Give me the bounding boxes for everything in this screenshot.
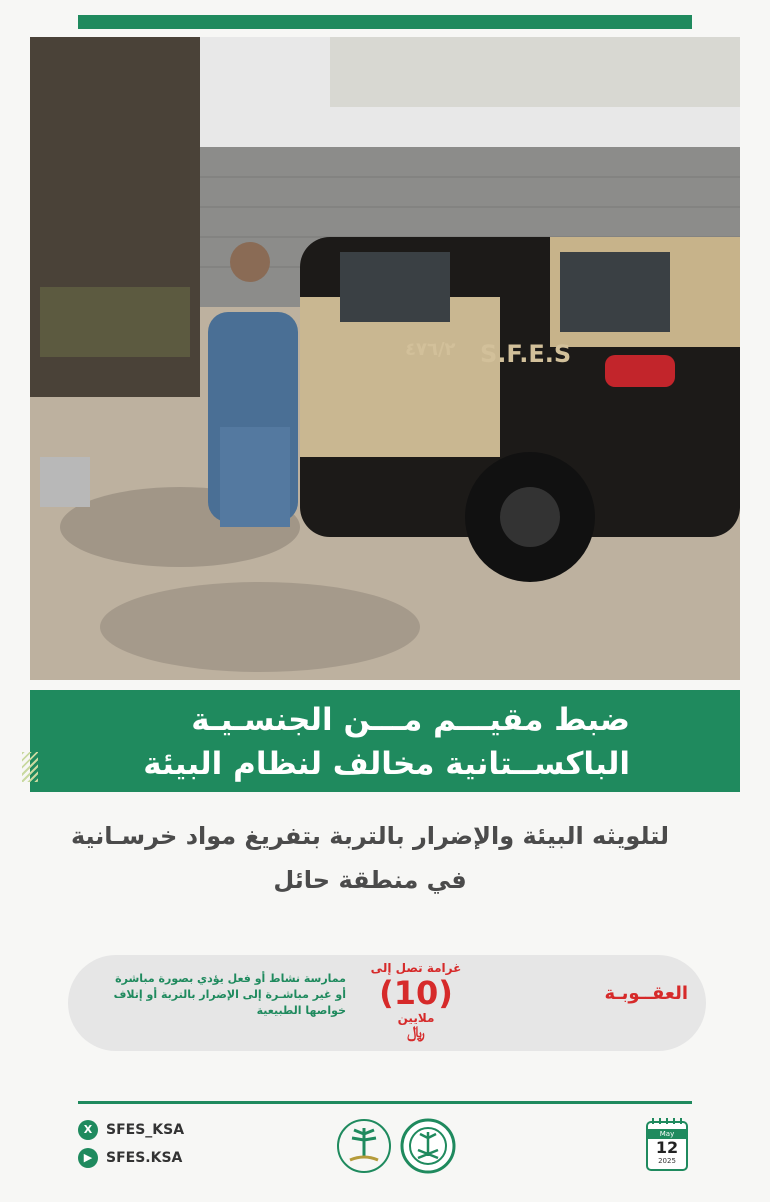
subtitle [40, 814, 700, 902]
vehicle-sfes-text: S.F.E.S [480, 340, 572, 368]
palm-emblem-icon [336, 1118, 392, 1174]
fine-unit: ملايين [397, 1011, 435, 1025]
top-accent-bar [78, 15, 692, 29]
ministry-emblem-icon [400, 1118, 456, 1174]
youtube-icon: ▶ [78, 1148, 98, 1168]
riyal-currency-icon: ﷼ [407, 1022, 425, 1041]
penalty-description [78, 971, 346, 1019]
fine-amount-block [356, 961, 476, 1039]
penalty-label: العقــوبـة [604, 983, 688, 1004]
news-photo [30, 37, 740, 680]
fine-prefix: غرامة تصل إلى [370, 961, 462, 975]
penalty-box [68, 955, 706, 1051]
date-day: 12 [655, 1138, 679, 1157]
fine-amount: (10) [379, 974, 453, 1012]
penalty-description-line-1: ممارسة نشاط أو فعل يؤدي بصورة مباشرة [115, 972, 346, 985]
penalty-description-line-3: خواصها الطبيعية [256, 1004, 346, 1017]
youtube-social-link[interactable] [78, 1148, 182, 1168]
youtube-handle: SFES.KSA [106, 1150, 183, 1166]
headline-line-2: الباكســتانية مخالف لنظام البيئة [143, 746, 630, 782]
date-calendar-icon [646, 1121, 688, 1171]
x-logo-icon: X [78, 1120, 98, 1140]
footer-divider [78, 1101, 692, 1104]
vehicle-door-number: ٤٧٦/٢ [405, 339, 456, 360]
x-handle: SFES_KSA [106, 1122, 185, 1138]
decorative-stripe [22, 752, 38, 782]
headline-banner [30, 690, 740, 792]
calendar-rings [652, 1118, 682, 1124]
date-month: May [648, 1129, 686, 1139]
penalty-description-line-2: أو غير مباشـرة إلى الإضرار بالتربة أو إتلاف [113, 988, 346, 1001]
headline-line-1: ضبط مقيـــم مـــن الجنسـيـة [191, 702, 630, 738]
subtitle-line-1: لتلويثه البيئة والإضرار بالتربة بتفريغ مواد خرسـانية [70, 822, 670, 850]
date-year: 2025 [658, 1157, 676, 1165]
x-social-link[interactable] [78, 1120, 184, 1140]
subtitle-line-2: في منطقة حائل [273, 866, 467, 894]
